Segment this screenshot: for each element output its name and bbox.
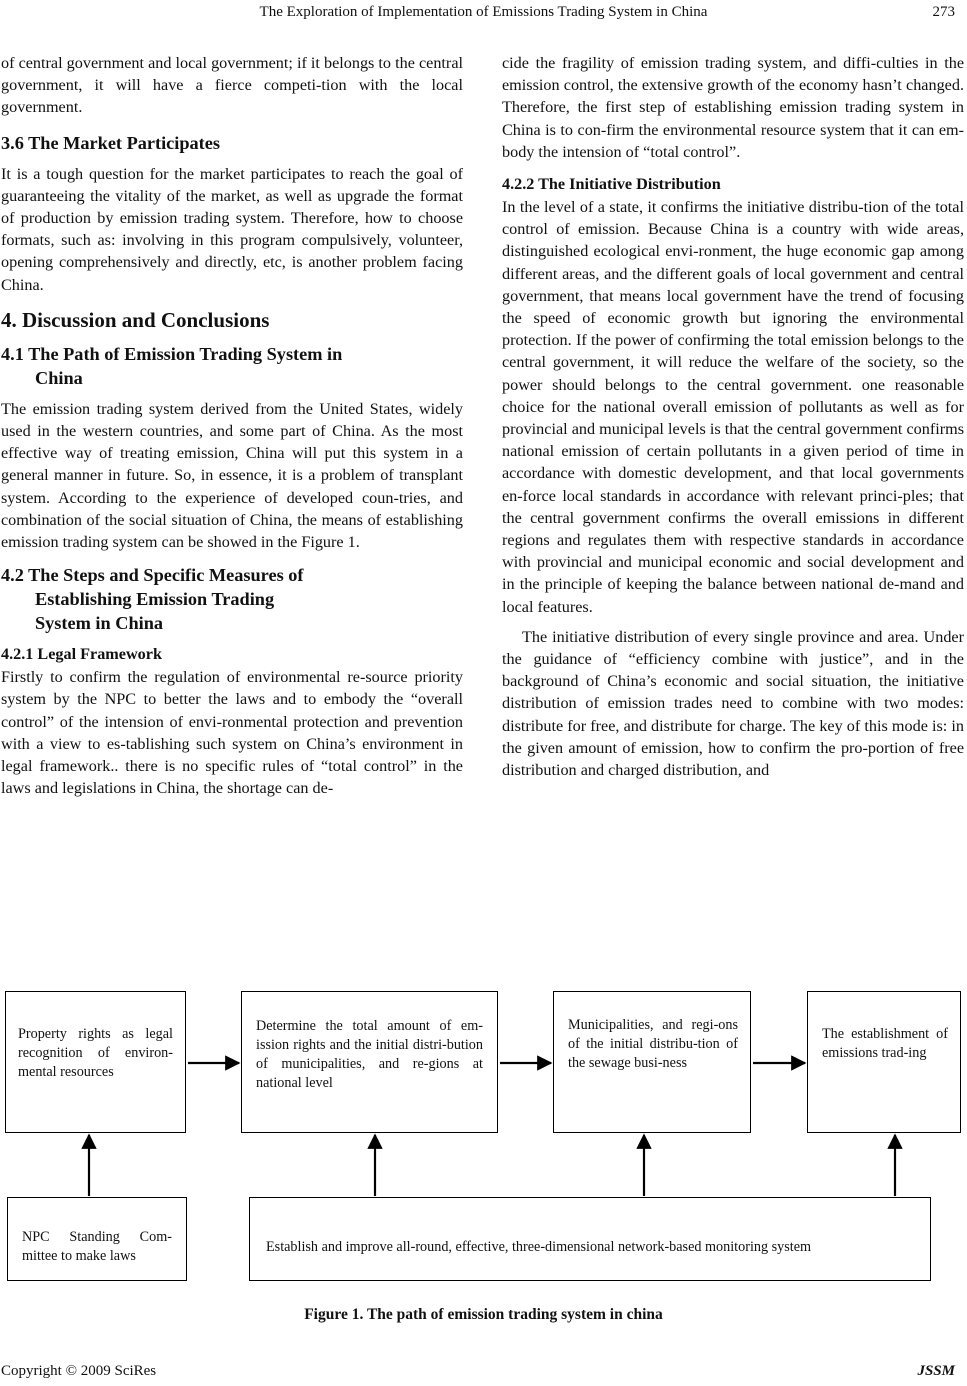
section-heading-3-6: 3.6 The Market Participates bbox=[1, 132, 220, 153]
box-text: Municipalities, and regi-ons of the initial distribu-tion of the sewage busi-ness bbox=[568, 1017, 738, 1071]
section-heading-4: 4. Discussion and Conclusions bbox=[1, 307, 270, 332]
heading-line: China bbox=[35, 367, 83, 388]
box-text: Establish and improve all-round, effective, three-dimensional network-based monitoring system bbox=[266, 1239, 812, 1255]
paragraph: The initiative distribution of every single province and area. Under the guidance of “efficiency combine with justice”, and in the background of China’s economic and social situation, the initiative distribution of emission trades need to combine with two modes: distribute for free, and distribute for charge. The key of this mode is: in the given amount of emission, how to confirm the pro-portion of free distribution and charged distribution, and bbox=[502, 627, 964, 780]
heading-line: Establishing Emission Trading bbox=[35, 589, 275, 610]
section-heading-4-2-2: 4.2.2 The Initiative Distribution bbox=[502, 175, 721, 194]
box-text: Determine the total amount of em-ission rights and the initial distri-bution of municipalities, and re-gions at national level bbox=[256, 1018, 483, 1091]
running-title: The Exploration of Implementation of Emissions Trading System in China bbox=[259, 4, 708, 20]
paragraph: It is a tough question for the market participates to reach the goal of guaranteeing the vitality of the market, as well as upgrade the format of production by emission trading system. Therefore, how to choose formats, such as: involving in this program compulsively, volunteer, opening comprehensively and directly, etc, is another problem facing China. bbox=[1, 164, 463, 294]
box-text: The establishment of emissions trad-ing bbox=[822, 1026, 948, 1061]
section-heading-4-2-1: 4.2.1 Legal Framework bbox=[1, 645, 162, 664]
paragraph: of central government and local government; if it belongs to the central government, it will have a fierce competi-tion with the local government. bbox=[1, 54, 463, 117]
heading-line: 4.1 The Path of Emission Trading System in bbox=[1, 343, 343, 364]
journal-footer: JSSM bbox=[917, 1363, 955, 1379]
paragraph: The emission trading system derived from the United States, widely used in the western countries, and some part of China. As the most effective way of treating emission, China will put this system in a general manner in future. So, in essence, it is a problem of transplant system. According to the experience of developed coun-tries, and combination of the social situation of China, the means of establishing emission trading system can be showed in the Figure 1. bbox=[1, 399, 463, 552]
box-text: Property rights as legal recognition of environ-mental resources bbox=[18, 1026, 173, 1080]
figure-caption: Figure 1. The path of emission trading system in china bbox=[304, 1306, 663, 1323]
heading-line: System in China bbox=[35, 613, 163, 634]
page-number: 273 bbox=[932, 4, 955, 20]
paragraph: In the level of a state, it confirms the initiative distribu-tion of the total control of emission. Because China is a country with wide areas, distinguished ecological envi-ronment, the huge economic gap among different areas, and the different goals of local government and central government, that means local government have the trend of focusing the speed of economic growth but ignoring the environmental protection. If the power of confirming the total emission belongs to the central government, it will reduce the welfare of the society, so the power should belongs to the central government. one reasonable choice for the national overall emission of pollutants as well as for provincial and municipal levels is that the central government confirms national emission of certain pollutants in a given period of time in accordance with domestic development, and that local governments en-force local standards in accordance with relevant princi-ples; that the central government confirms the overall emissions in different regions and regulates them with respective standards in accordance with provincial and municipal economic and social development and in the principle of keeping the balance between national de-mand and local features. bbox=[502, 198, 964, 616]
heading-line: 4.2 The Steps and Specific Measures of bbox=[1, 565, 304, 586]
paragraph: cide the fragility of emission trading system, and diffi-culties in the emission control, the extensive growth of the economy hasn’t changed. Therefore, the first step of establishing emission trading system in China is to con-firm the environmental resource system that it can em-body the intension of “total control”. bbox=[502, 54, 964, 161]
paragraph: Firstly to confirm the regulation of environmental re-source priority system by the NPC to better the laws and to embody the “overall control” of the intension of envi-ronmental protection and prevention with a view to es-tablishing such system on China’s environment in legal framework.. there is no specific rules of “total control” in the laws and legislations in China, the shortage can de- bbox=[1, 668, 463, 798]
copyright-footer: Copyright © 2009 SciRes bbox=[1, 1363, 157, 1379]
box-text: NPC Standing Com-mittee to make laws bbox=[22, 1229, 172, 1264]
